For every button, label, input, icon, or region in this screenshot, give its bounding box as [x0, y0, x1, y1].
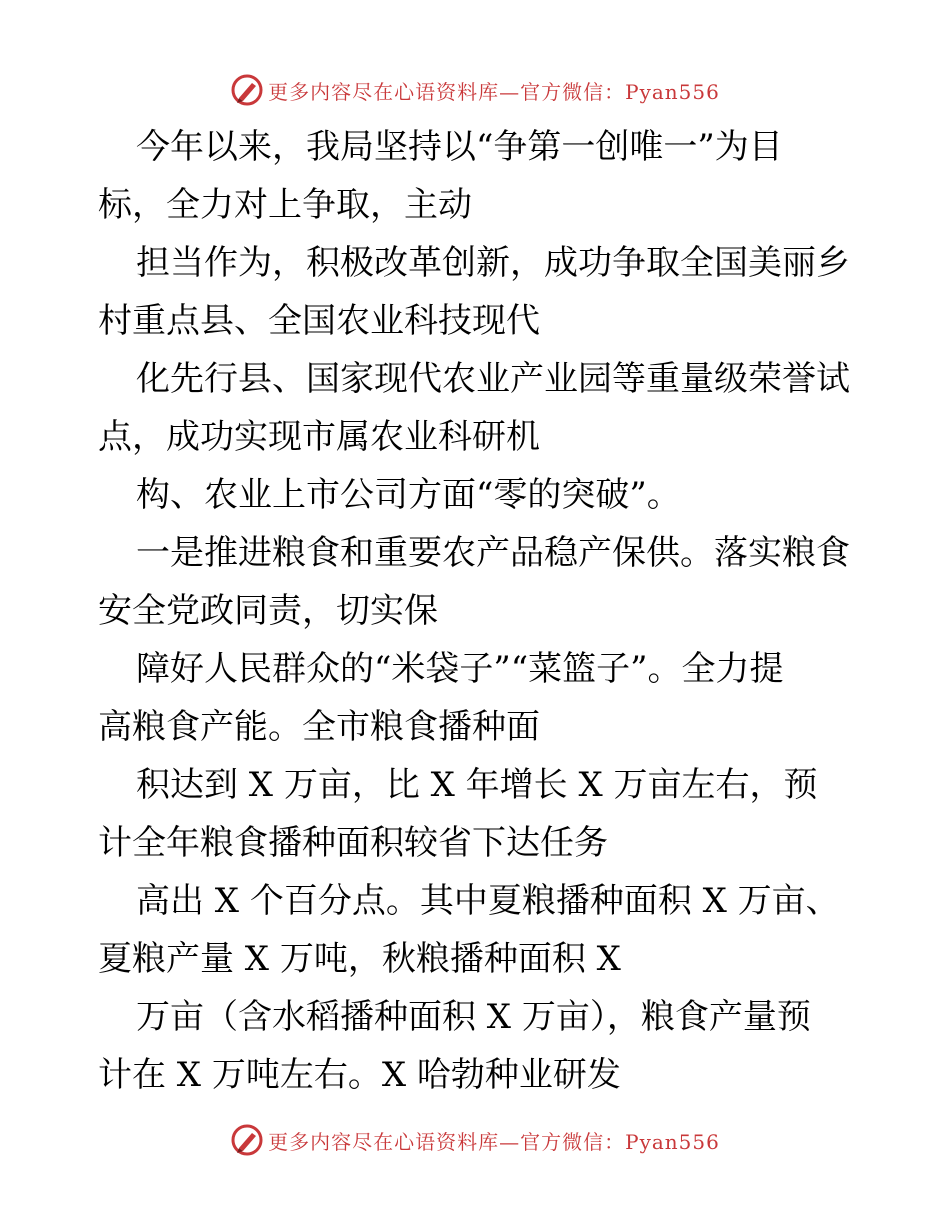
document-body	[98, 118, 858, 1104]
text-line: 计全年粮食播种面积较省下达任务	[98, 823, 608, 863]
text-line: 今年以来，我局坚持以“争第一创唯一”为目	[136, 127, 783, 167]
pen-circle-icon	[230, 1123, 264, 1157]
watermark-text: 更多内容尽在心语资料库—官方微信：Pyan556	[268, 79, 720, 104]
watermark-banner-bottom	[0, 1120, 950, 1160]
text-line: 计在 X 万吨左右。X 哈勃种业研发	[98, 1055, 621, 1095]
text-line: 一是推进粮食和重要农产品稳产保供。落实粮食	[136, 533, 850, 573]
text-line: 夏粮产量 X 万吨，秋粮播种面积 X	[98, 939, 621, 979]
text-line: 标，全力对上争取，主动	[98, 185, 472, 225]
text-line: 高出 X 个百分点。其中夏粮播种面积 X 万亩、	[136, 881, 840, 921]
watermark-banner-top	[0, 70, 950, 110]
text-line: 村重点县、全国农业科技现代	[98, 301, 540, 341]
text-line: 构、农业上市公司方面“零的突破”。	[136, 475, 681, 515]
text-line: 高粮食产能。全市粮食播种面	[98, 707, 540, 747]
text-line: 点，成功实现市属农业科研机	[98, 417, 540, 457]
text-line: 积达到 X 万亩，比 X 年增长 X 万亩左右，预	[136, 765, 818, 805]
text-line: 化先行县、国家现代农业产业园等重量级荣誉试	[136, 359, 850, 399]
text-line: 万亩（含水稻播种面积 X 万亩），粮食产量预	[136, 997, 811, 1037]
pen-circle-icon	[230, 73, 264, 107]
watermark-text: 更多内容尽在心语资料库—官方微信：Pyan556	[268, 1129, 720, 1154]
text-line: 安全党政同责，切实保	[98, 591, 438, 631]
text-line: 担当作为，积极改革创新，成功争取全国美丽乡	[136, 243, 850, 283]
text-line: 障好人民群众的“米袋子”“菜篮子”。全力提	[136, 649, 784, 689]
